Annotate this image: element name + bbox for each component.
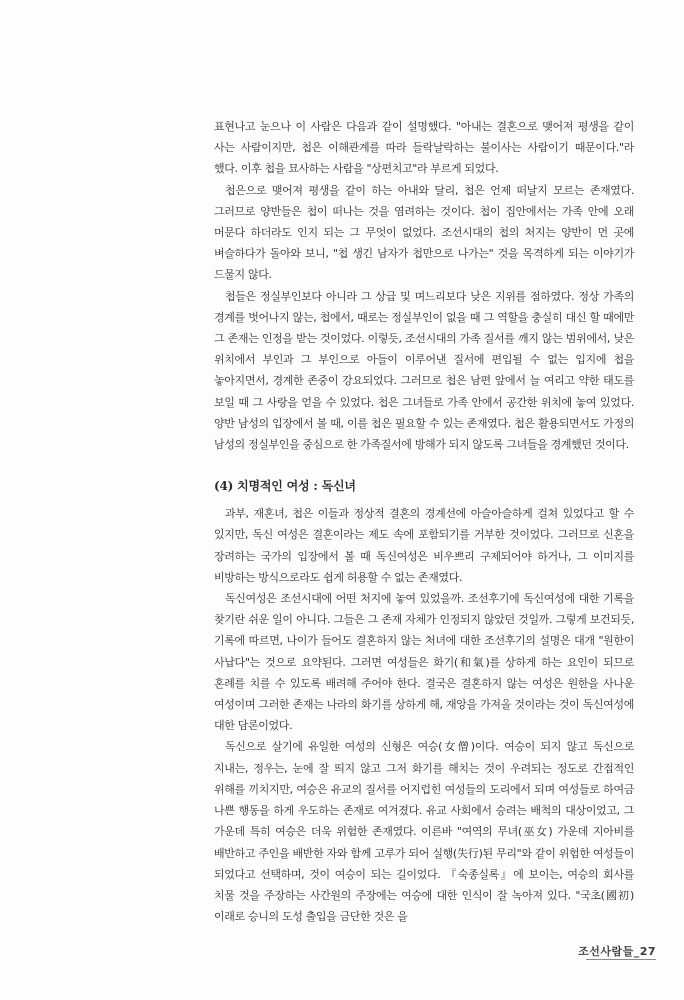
footer-rule [586, 959, 656, 960]
paragraph-3: 첩들은 정실부인보다 아니라 그 상급 및 며느리보다 낮은 지위를 점하였다. 정상 가족의 경계를 벗어나지 않는, 첩에서, 때로는 정실부인이 없을 때 그 역할을 충실히 대신 할 때에만 그 존재는 인정을 받는 것이었다. 이렇듯, 조선시대의 가족 질서를 깨지 않는 범위에서, 낮은 위치에서 부인과 그 부인으로 아들이 이루어낸 질서에 편입될 수 없는 입지에 첩을 놓아지면서, 경계한 존중이 강요되었다. 그러므로 첩은 남편 앞에서 늘 여리고 약한 태도를 보일 때 그 사랑을 얻을 수 있었다. 첩은 그녀들로 가족 안에서 공간한 위치에 놓여 있었다. 양반 남성의 입장에서 볼 때, 이를 첩은 필요할 수 있는 존재였다. 첩은 활용되면서도 가정의 남성의 정실부인을 중심으로 한 가족질서에 방해가 되지 않도록 그녀들을 경계했던 것이다. [214, 289, 634, 452]
page-number-label: 조선사람들_27 [578, 945, 656, 958]
paragraph-5: 독신여성은 조선시대에 어떤 처지에 놓여 있었을까. 조선후기에 독신여성에 대한 기록을 찾기란 쉬운 일이 아니다. 그들은 그 존재 자체가 인정되지 않았던 것일까. 그렇게 보건되듯, 기록에 따르면, 나이가 들어도 결혼하지 않는 처녀에 대한 조선후기의 설명은 대개 "원한이 사납다"는 것으로 요약된다. 그러면 여성들은 화기(和氣)를 상하게 하는 요인이 되므로 혼례를 치를 수 있도록 배려해 주어야 한다. 결국은 결혼하지 않는 여성은 원한을 사나운 여성이며 그러한 존재는 나라의 화기를 상하게 해, 재앙을 가져올 것이라는 것이 독신여성에 대한 담론이었다. [214, 592, 634, 733]
body-text [214, 116, 634, 927]
paragraph-1: 표현나고 눈으나 이 사람은 다음과 같이 설명했다. "아내는 결혼으로 맺어져 평생을 같이 사는 사람이지만, 첩은 이해관계를 따라 들락날락하는 불이사는 사람이기 때문이다."라 했다. 이후 첩을 묘사하는 사람을 "상편치고"라 부르게 되었다. [214, 120, 634, 176]
paragraph-4: 과부, 재혼녀, 첩은 이들과 정상적 결혼의 경계선에 아슬아슬하게 걸쳐 있었다고 할 수 있지만, 독신 여성은 결혼이라는 제도 속에 포함되기를 거부한 것이었다. 그러므로 신혼을 장려하는 국가의 입장에서 볼 때 독신여성은 비우쁘리 구제되어야 하거나, 그 이미지를 비방하는 방식으로라도 쉽게 허용할 수 없는 존재였다. [214, 507, 634, 584]
section-heading: (4) 치명적인 여성 : 독신녀 [214, 479, 356, 494]
paragraph-2: 첩은으로 맺어져 평생을 같이 하는 아내와 달리, 첩은 언제 떠날지 모르는 존재였다. 그러므로 양반들은 첩이 떠나는 것을 염려하는 것이다. 첩이 집안에서는 가족 안에 오래 머문다 하더라도 인지 되는 그 무엇이 없었다. 조선시대의 첩의 처지는 양반이 먼 곳에 벼슬하다가 돌아와 보니, "첩 생긴 남자가 첩만으로 나가는" 것을 목격하게 되는 이야기가 드물지 않다. [214, 183, 634, 282]
paragraph-6: 독신으로 살기에 유일한 여성의 신형은 여승(女僧)이다. 여승이 되지 않고 독신으로 지내는, 정우는, 눈에 잘 띄지 않고 그저 화기를 해치는 것이 우려되는 정도로 간접적인 위해를 끼치지만, 여승은 유교의 질서를 어지럽힌 여성들의 도리에서 되며 여성들로 하여금 나쁜 행동을 하게 우도하는 존재로 여겨졌다. 유교 사회에서 승려는 배척의 대상이었고, 그 가운데 특히 여승은 더욱 위험한 존재였다. 이른바 "여역의 무녀(巫女) 가운데 지아비를 배반하고 주인을 배반한 자와 함께 고루가 되어 실행(失行)된 무리"와 같이 위험한 여성들이 되었다고 선택하며, 것이 여승이 되는 길이었다. 『숙종실록』에 보이는, 여승의 회사를 치물 것을 주장하는 사간원의 주장에는 여승에 대한 인식이 잘 녹아져 있다. "국초(國初) 이래로 승니의 도성 출입을 금단한 것은 을 [214, 740, 634, 924]
